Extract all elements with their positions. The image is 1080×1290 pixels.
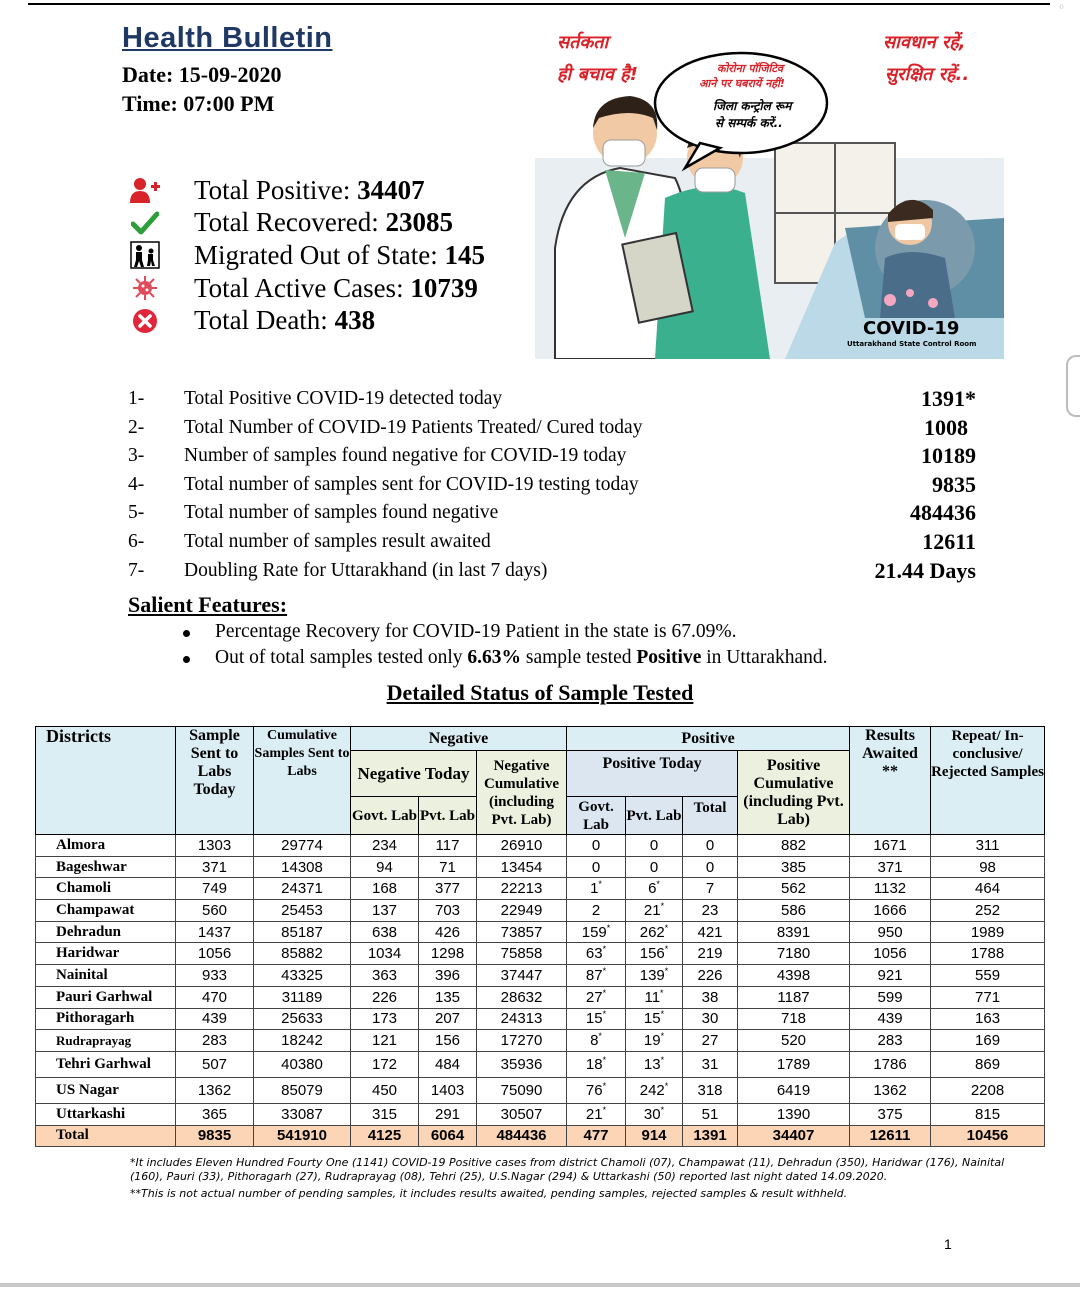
value-cell: 37447 bbox=[477, 965, 567, 987]
value-cell: 385 bbox=[738, 856, 850, 878]
table-row bbox=[36, 943, 1045, 965]
header-negative-cumulative: Negative Cumulative (including Pvt. Lab) bbox=[477, 751, 567, 835]
value-cell: 1789 bbox=[738, 1051, 850, 1077]
value-cell: 27 bbox=[683, 1030, 738, 1052]
value-cell: 562 bbox=[738, 878, 850, 900]
value-cell: 219 bbox=[683, 943, 738, 965]
district-cell: Dehradun bbox=[36, 921, 176, 943]
results-awaited-mark: ** bbox=[882, 763, 899, 780]
indicator-row bbox=[128, 443, 988, 472]
indicator-value: 12611 bbox=[922, 528, 976, 554]
value-cell: 315 bbox=[351, 1103, 419, 1125]
value-cell: 35936 bbox=[477, 1051, 567, 1077]
value-cell: 718 bbox=[738, 1008, 850, 1030]
district-cell: Uttarkashi bbox=[36, 1103, 176, 1125]
value-cell: 10456 bbox=[931, 1125, 1045, 1147]
indicator-label: Doubling Rate for Uttarakhand (in last 7 days) bbox=[184, 559, 548, 581]
table-row bbox=[36, 1103, 1045, 1125]
value-cell: 85882 bbox=[254, 943, 351, 965]
value-cell: 311 bbox=[931, 835, 1045, 857]
value-cell: 1362 bbox=[850, 1077, 931, 1103]
key-indicators bbox=[128, 386, 988, 586]
value-cell: 377 bbox=[419, 878, 477, 900]
summary-label: Total Recovered: bbox=[194, 207, 386, 238]
header-pos-total: Total bbox=[683, 797, 738, 835]
indicator-value: 10189 bbox=[921, 443, 976, 469]
value-cell: 24313 bbox=[477, 1008, 567, 1030]
district-cell: Tehri Garhwal bbox=[36, 1051, 176, 1077]
value-cell: 22949 bbox=[477, 900, 567, 922]
slogan-right-line1: सावधान रहें, bbox=[883, 32, 966, 53]
value-cell: 638 bbox=[351, 921, 419, 943]
value-cell: 426 bbox=[419, 921, 477, 943]
district-cell: US Nagar bbox=[36, 1077, 176, 1103]
value-cell: 1056 bbox=[176, 943, 254, 965]
value-cell: 283 bbox=[850, 1030, 931, 1052]
value-cell: 8* bbox=[567, 1030, 626, 1052]
page-title: Health Bulletin bbox=[122, 22, 333, 54]
value-cell: 168 bbox=[351, 878, 419, 900]
value-cell: 1* bbox=[567, 878, 626, 900]
value-cell: 507 bbox=[176, 1051, 254, 1077]
person-add-icon bbox=[128, 176, 162, 204]
indicator-number: 3- bbox=[128, 445, 145, 467]
value-cell: 291 bbox=[419, 1103, 477, 1125]
indicator-value: 1008 bbox=[924, 414, 968, 440]
indicator-row bbox=[128, 386, 988, 415]
value-cell: 1786 bbox=[850, 1051, 931, 1077]
value-cell: 75090 bbox=[477, 1077, 567, 1103]
table-total-row bbox=[36, 1125, 1045, 1147]
value-cell: 26910 bbox=[477, 835, 567, 857]
slogan-right-line2: सुरक्षित रहें.. bbox=[885, 64, 970, 85]
district-cell: Pithoragarh bbox=[36, 1008, 176, 1030]
table-row bbox=[36, 921, 1045, 943]
indicator-label: Total number of samples sent for COVID-19 testing today bbox=[184, 473, 639, 495]
summary-value: 34407 bbox=[357, 174, 425, 205]
value-cell: 25633 bbox=[254, 1008, 351, 1030]
value-cell: 396 bbox=[419, 965, 477, 987]
value-cell: 520 bbox=[738, 1030, 850, 1052]
table-row bbox=[36, 1051, 1045, 1077]
value-cell: 23 bbox=[683, 900, 738, 922]
value-cell: 15* bbox=[567, 1008, 626, 1030]
value-cell: 815 bbox=[931, 1103, 1045, 1125]
value-cell: 0 bbox=[626, 856, 683, 878]
district-cell: Bageshwar bbox=[36, 856, 176, 878]
value-cell: 21* bbox=[626, 900, 683, 922]
value-cell: 252 bbox=[931, 900, 1045, 922]
indicator-row bbox=[128, 472, 988, 501]
value-cell: 75858 bbox=[477, 943, 567, 965]
table-row bbox=[36, 856, 1045, 878]
bullet-text: Percentage Recovery for COVID-19 Patient in the state is 67.09%. bbox=[215, 621, 737, 642]
value-cell: 1187 bbox=[738, 986, 850, 1008]
value-cell: 1403 bbox=[419, 1077, 477, 1103]
value-cell: 559 bbox=[931, 965, 1045, 987]
value-cell: 13* bbox=[626, 1051, 683, 1077]
value-cell: 1298 bbox=[419, 943, 477, 965]
value-cell: 14308 bbox=[254, 856, 351, 878]
value-cell: 421 bbox=[683, 921, 738, 943]
value-cell: 135 bbox=[419, 986, 477, 1008]
value-cell: 25453 bbox=[254, 900, 351, 922]
value-cell: 371 bbox=[850, 856, 931, 878]
value-cell: 31189 bbox=[254, 986, 351, 1008]
bubble-line1: कोरोना पॉजिटिव bbox=[717, 62, 784, 75]
footnote-1: *It includes Eleven Hundred Fourty One (1141) COVID-19 Positive cases from district Chamoli (07), Champawat (11), Dehradun (350), Haridwar (176), Nainital (160), Pauri (33), Pithoragarh (27), Rudraprayag (08), Tehri (25), U.S.Nagar (294) & Uttarkashi (50) reported last night dated 14.09.2020. bbox=[130, 1156, 1005, 1183]
header-neg-pvt-lab: Pvt. Lab bbox=[419, 797, 477, 835]
header-neg-govt-lab: Govt. Lab bbox=[351, 797, 419, 835]
summary-item-migrated bbox=[128, 239, 485, 272]
value-cell: 156 bbox=[419, 1030, 477, 1052]
summary-value: 438 bbox=[334, 305, 376, 336]
value-cell: 882 bbox=[738, 835, 850, 857]
value-cell: 1788 bbox=[931, 943, 1045, 965]
value-cell: 1132 bbox=[850, 878, 931, 900]
value-cell: 2208 bbox=[931, 1077, 1045, 1103]
value-cell: 541910 bbox=[254, 1125, 351, 1147]
header-sample-sent: Sample Sent to Labs Today bbox=[176, 727, 254, 835]
district-cell: Pauri Garhwal bbox=[36, 986, 176, 1008]
value-cell: 139* bbox=[626, 965, 683, 987]
salient-heading: Salient Features: bbox=[128, 592, 288, 617]
value-cell: 371 bbox=[176, 856, 254, 878]
value-cell: 85187 bbox=[254, 921, 351, 943]
value-cell: 33087 bbox=[254, 1103, 351, 1125]
table-row bbox=[36, 986, 1045, 1008]
value-cell: 13454 bbox=[477, 856, 567, 878]
value-cell: 30* bbox=[626, 1103, 683, 1125]
value-cell: 169 bbox=[931, 1030, 1045, 1052]
value-cell: 450 bbox=[351, 1077, 419, 1103]
indicator-number: 7- bbox=[128, 559, 145, 581]
indicator-number: 2- bbox=[128, 416, 145, 438]
value-cell: 363 bbox=[351, 965, 419, 987]
value-cell: 375 bbox=[850, 1103, 931, 1125]
value-cell: 0 bbox=[567, 835, 626, 857]
covid-logo-subtitle: Uttarakhand State Control Room bbox=[847, 340, 977, 348]
value-cell: 172 bbox=[351, 1051, 419, 1077]
bulletin-time: Time: 07:00 PM bbox=[122, 91, 275, 116]
bullet-text bbox=[215, 647, 828, 669]
district-cell: Almora bbox=[36, 835, 176, 857]
value-cell: 15* bbox=[626, 1008, 683, 1030]
value-cell: 262* bbox=[626, 921, 683, 943]
indicator-row bbox=[128, 558, 988, 587]
summary-item-recovered bbox=[128, 207, 454, 240]
page-number: 1 bbox=[944, 1236, 952, 1252]
slogan-left-line1: सर्तकता bbox=[557, 32, 609, 53]
value-cell: 163 bbox=[931, 1008, 1045, 1030]
value-cell: 1362 bbox=[176, 1077, 254, 1103]
value-cell: 207 bbox=[419, 1008, 477, 1030]
value-cell: 2 bbox=[567, 900, 626, 922]
value-cell: 137 bbox=[351, 900, 419, 922]
checkmark-icon bbox=[128, 209, 162, 237]
value-cell: 21* bbox=[567, 1103, 626, 1125]
value-cell: 4398 bbox=[738, 965, 850, 987]
value-cell: 30 bbox=[683, 1008, 738, 1030]
value-cell: 1034 bbox=[351, 943, 419, 965]
district-cell: Chamoli bbox=[36, 878, 176, 900]
header-positive-today: Positive Today bbox=[567, 751, 738, 797]
summary-item-active bbox=[128, 272, 478, 305]
summary-label: Total Death: bbox=[194, 305, 335, 336]
value-cell: 1056 bbox=[850, 943, 931, 965]
indicator-number: 1- bbox=[128, 388, 145, 409]
district-cell: Rudraprayag bbox=[36, 1030, 176, 1052]
value-cell: 1671 bbox=[850, 835, 931, 857]
value-cell: 12611 bbox=[850, 1125, 931, 1147]
migrants-icon bbox=[128, 241, 162, 269]
value-cell: 94 bbox=[351, 856, 419, 878]
value-cell: 7 bbox=[683, 878, 738, 900]
indicator-value: 484436 bbox=[910, 500, 976, 526]
value-cell: 771 bbox=[931, 986, 1045, 1008]
value-cell: 933 bbox=[176, 965, 254, 987]
bulletin-date: Date: 15-09-2020 bbox=[122, 62, 282, 87]
summary-item-death bbox=[128, 304, 376, 337]
value-cell: 19* bbox=[626, 1030, 683, 1052]
bullet-text-part: in Uttarakhand. bbox=[701, 647, 828, 668]
value-cell: 51 bbox=[683, 1103, 738, 1125]
summary-label: Total Active Cases: bbox=[194, 272, 411, 303]
value-cell: 242* bbox=[626, 1077, 683, 1103]
table-row bbox=[36, 835, 1045, 857]
header-negative-today: Negative Today bbox=[351, 751, 477, 797]
value-cell: 173 bbox=[351, 1008, 419, 1030]
scroll-handle[interactable] bbox=[1066, 355, 1080, 417]
indicator-row bbox=[128, 529, 988, 558]
indicator-number: 4- bbox=[128, 473, 145, 495]
summary-label: Total Positive: bbox=[194, 174, 358, 205]
value-cell: 28632 bbox=[477, 986, 567, 1008]
value-cell: 85079 bbox=[254, 1077, 351, 1103]
table-row bbox=[36, 1077, 1045, 1103]
value-cell: 1391 bbox=[683, 1125, 738, 1147]
indicator-label: Total number of samples result awaited bbox=[184, 530, 491, 552]
value-cell: 484 bbox=[419, 1051, 477, 1077]
bullet-text-bold: 6.63% bbox=[467, 647, 522, 668]
table-title: Detailed Status of Sample Tested bbox=[386, 680, 694, 705]
value-cell: 234 bbox=[351, 835, 419, 857]
district-cell: Nainital bbox=[36, 965, 176, 987]
bubble-line3: जिला कन्ट्रोल रूम bbox=[713, 99, 792, 113]
value-cell: 38 bbox=[683, 986, 738, 1008]
value-cell: 73857 bbox=[477, 921, 567, 943]
value-cell: 1989 bbox=[931, 921, 1045, 943]
header-repeat-samples: Repeat/ In-conclusive/ Rejected Samples bbox=[931, 727, 1045, 835]
table-row bbox=[36, 1030, 1045, 1052]
value-cell: 22213 bbox=[477, 878, 567, 900]
value-cell: 6419 bbox=[738, 1077, 850, 1103]
header-negative: Negative bbox=[351, 727, 567, 751]
slogan-left-line2: ही बचाव है! bbox=[557, 64, 638, 85]
bubble-line4: से सम्पर्क करें.. bbox=[715, 116, 783, 130]
indicator-value: 21.44 Days bbox=[874, 557, 976, 583]
value-cell: 29774 bbox=[254, 835, 351, 857]
value-cell: 34407 bbox=[738, 1125, 850, 1147]
summary-label: Migrated Out of State: bbox=[194, 239, 445, 270]
value-cell: 586 bbox=[738, 900, 850, 922]
district-cell: Haridwar bbox=[36, 943, 176, 965]
header-positive-cumulative: Positive Cumulative (including Pvt. Lab) bbox=[738, 751, 850, 835]
value-cell: 87* bbox=[567, 965, 626, 987]
table-row bbox=[36, 1008, 1045, 1030]
value-cell: 30507 bbox=[477, 1103, 567, 1125]
header-positive: Positive bbox=[567, 727, 850, 751]
footnote-2: **This is not actual number of pending samples, it includes results awaited, pending samples, rejected samples & result withheld. bbox=[130, 1187, 848, 1200]
value-cell: 226 bbox=[351, 986, 419, 1008]
value-cell: 43325 bbox=[254, 965, 351, 987]
value-cell: 71 bbox=[419, 856, 477, 878]
value-cell: 159* bbox=[567, 921, 626, 943]
value-cell: 921 bbox=[850, 965, 931, 987]
value-cell: 749 bbox=[176, 878, 254, 900]
summary-list bbox=[128, 174, 485, 337]
value-cell: 560 bbox=[176, 900, 254, 922]
value-cell: 0 bbox=[626, 835, 683, 857]
value-cell: 703 bbox=[419, 900, 477, 922]
value-cell: 117 bbox=[419, 835, 477, 857]
value-cell: 18* bbox=[567, 1051, 626, 1077]
summary-item-positive bbox=[128, 174, 425, 207]
summary-value: 23085 bbox=[385, 207, 454, 238]
header-districts: Districts bbox=[36, 727, 176, 835]
value-cell: 6064 bbox=[419, 1125, 477, 1147]
value-cell: 0 bbox=[683, 856, 738, 878]
value-cell: 18242 bbox=[254, 1030, 351, 1052]
value-cell: 156* bbox=[626, 943, 683, 965]
indicator-label: Number of samples found negative for COVID-19 today bbox=[184, 445, 627, 467]
value-cell: 121 bbox=[351, 1030, 419, 1052]
value-cell: 1437 bbox=[176, 921, 254, 943]
awareness-poster bbox=[535, 18, 1004, 359]
value-cell: 1390 bbox=[738, 1103, 850, 1125]
cross-circle-icon bbox=[128, 307, 162, 335]
value-cell: 11* bbox=[626, 986, 683, 1008]
bottom-rule bbox=[0, 1283, 1080, 1287]
value-cell: 76* bbox=[567, 1077, 626, 1103]
value-cell: 439 bbox=[176, 1008, 254, 1030]
value-cell: 0 bbox=[567, 856, 626, 878]
indicator-label: Total Number of COVID-19 Patients Treated/ Cured today bbox=[184, 416, 643, 438]
value-cell: 17270 bbox=[477, 1030, 567, 1052]
indicator-value: 9835 bbox=[932, 471, 976, 497]
value-cell: 27* bbox=[567, 986, 626, 1008]
value-cell: 98 bbox=[931, 856, 1045, 878]
value-cell: 869 bbox=[931, 1051, 1045, 1077]
value-cell: 7180 bbox=[738, 943, 850, 965]
sample-status-table bbox=[35, 726, 1045, 1147]
table-row bbox=[36, 878, 1045, 900]
district-cell: Total bbox=[36, 1125, 176, 1147]
corner-mark-icon: ◦ bbox=[1058, 0, 1066, 14]
value-cell: 63* bbox=[567, 943, 626, 965]
indicator-row bbox=[128, 500, 988, 529]
value-cell: 914 bbox=[626, 1125, 683, 1147]
header-results-awaited bbox=[850, 727, 931, 835]
summary-value: 10739 bbox=[410, 272, 478, 303]
indicator-number: 6- bbox=[128, 530, 145, 552]
value-cell: 599 bbox=[850, 986, 931, 1008]
value-cell: 24371 bbox=[254, 878, 351, 900]
district-cell: Champawat bbox=[36, 900, 176, 922]
bullet-text-bold: Positive bbox=[636, 647, 702, 668]
value-cell: 464 bbox=[931, 878, 1045, 900]
indicator-row bbox=[128, 415, 988, 444]
covid-logo: COVID-19 bbox=[863, 318, 960, 339]
value-cell: 1666 bbox=[850, 900, 931, 922]
value-cell: 0 bbox=[683, 835, 738, 857]
header-cumulative-samples: Cumulative Samples Sent to Labs bbox=[254, 727, 351, 835]
value-cell: 318 bbox=[683, 1077, 738, 1103]
value-cell: 226 bbox=[683, 965, 738, 987]
indicator-label: Total number of samples found negative bbox=[184, 502, 499, 524]
header-pos-govt-lab: Govt. Lab bbox=[567, 797, 626, 835]
indicator-label: Total Positive COVID-19 detected today bbox=[184, 388, 503, 409]
table-row bbox=[36, 965, 1045, 987]
value-cell: 439 bbox=[850, 1008, 931, 1030]
value-cell: 31 bbox=[683, 1051, 738, 1077]
value-cell: 40380 bbox=[254, 1051, 351, 1077]
summary-value: 145 bbox=[444, 239, 485, 270]
value-cell: 4125 bbox=[351, 1125, 419, 1147]
bubble-line2: आने पर घबरायें नहीं! bbox=[699, 77, 785, 90]
bullet-text-part: Out of total samples tested only bbox=[215, 647, 468, 668]
indicator-number: 5- bbox=[128, 502, 145, 524]
value-cell: 477 bbox=[567, 1125, 626, 1147]
value-cell: 6* bbox=[626, 878, 683, 900]
value-cell: 470 bbox=[176, 986, 254, 1008]
value-cell: 1303 bbox=[176, 835, 254, 857]
value-cell: 8391 bbox=[738, 921, 850, 943]
bullet-text-part: sample tested bbox=[521, 647, 637, 668]
indicator-value: 1391* bbox=[921, 386, 976, 411]
table-row bbox=[36, 900, 1045, 922]
value-cell: 365 bbox=[176, 1103, 254, 1125]
results-awaited-label: Results Awaited bbox=[862, 727, 918, 762]
value-cell: 283 bbox=[176, 1030, 254, 1052]
virus-icon bbox=[128, 274, 162, 302]
value-cell: 950 bbox=[850, 921, 931, 943]
value-cell: 484436 bbox=[477, 1125, 567, 1147]
header-pos-pvt-lab: Pvt. Lab bbox=[626, 797, 683, 835]
value-cell: 9835 bbox=[176, 1125, 254, 1147]
top-rule bbox=[28, 3, 1050, 5]
